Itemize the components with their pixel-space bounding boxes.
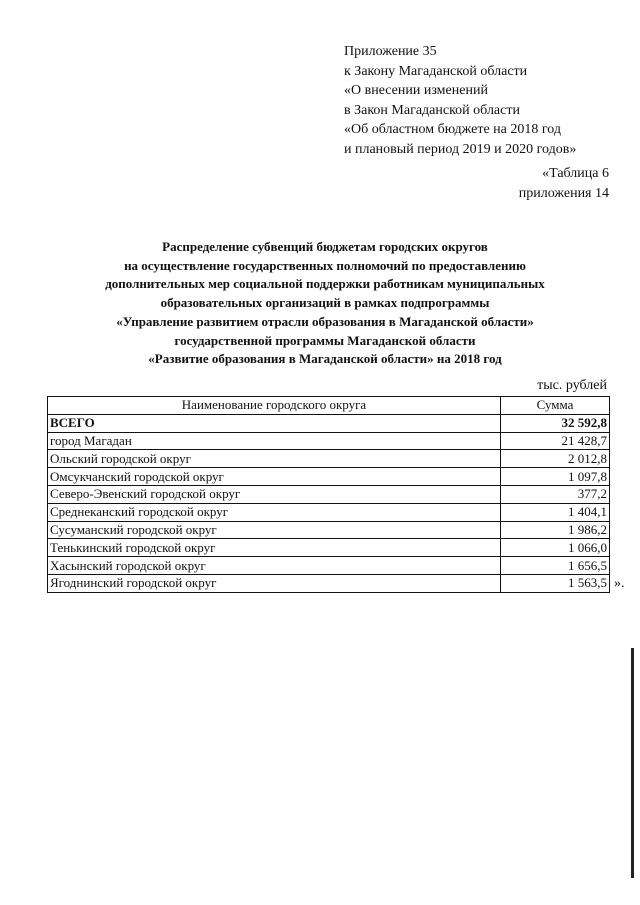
district-amount: 2 012,8 <box>501 450 610 468</box>
table-ref-line: приложения 14 <box>518 185 609 201</box>
appendix-line: «О внесении изменений <box>344 83 488 98</box>
district-amount: 1 097,8 <box>501 468 610 486</box>
district-name: Ягоднинский городской округ <box>48 574 501 592</box>
district-amount: 1 656,5 <box>501 557 610 575</box>
district-name: Северо-Эвенский городской округ <box>48 485 501 503</box>
district-name: Сусуманский городской округ <box>48 521 501 539</box>
table-row <box>48 450 610 468</box>
table-row <box>48 557 610 575</box>
title-line: Распределение субвенций бюджетам городских округов <box>162 239 488 254</box>
district-name: Тенькинский городской округ <box>48 539 501 557</box>
table-row-total <box>48 414 610 432</box>
appendix-line: Приложение 35 <box>344 44 437 59</box>
district-amount: 377,2 <box>501 485 610 503</box>
scan-edge-line <box>631 648 634 878</box>
units-label: тыс. рублей <box>537 378 607 393</box>
table-ref-line: «Таблица 6 <box>542 166 609 181</box>
district-amount: 1 563,5 <box>501 574 610 592</box>
closing-quote-mark: ». <box>614 576 625 591</box>
table-row <box>48 503 610 521</box>
table-row <box>48 539 610 557</box>
appendix-line: к Закону Магаданской области <box>344 63 528 79</box>
district-amount: 1 404,1 <box>501 503 610 521</box>
title-line: «Развитие образования в Магаданской области» на 2018 год <box>148 351 502 367</box>
district-name: Омсукчанский городской округ <box>48 468 501 486</box>
appendix-line: и плановый период 2019 и 2020 годов» <box>344 141 577 157</box>
title-line: государственной программы Магаданской области <box>174 332 476 348</box>
appendix-line: в Закон Магаданской области <box>344 102 520 118</box>
table-reference <box>519 164 609 203</box>
distribution-table <box>47 396 610 593</box>
district-name: Хасынский городской округ <box>48 557 501 575</box>
district-amount: 1 986,2 <box>501 521 610 539</box>
table-header-row <box>48 397 610 415</box>
table-row <box>48 521 610 539</box>
district-name: Среднеканский городской округ <box>48 503 501 521</box>
district-amount: 1 066,0 <box>501 539 610 557</box>
district-name: город Магадан <box>48 432 501 450</box>
appendix-line: «Об областном бюджете на 2018 год <box>344 122 561 137</box>
district-amount: 21 428,7 <box>501 432 610 450</box>
table-row <box>48 468 610 486</box>
title-line: дополнительных мер социальной поддержки работникам муниципальных <box>105 276 545 292</box>
column-header-amount: Сумма <box>501 397 610 415</box>
column-header-name: Наименование городского округа <box>48 397 501 415</box>
appendix-header <box>344 42 576 159</box>
document-title <box>40 238 610 369</box>
total-amount: 32 592,8 <box>501 414 610 432</box>
district-name: Ольский городской округ <box>48 450 501 468</box>
title-line: «Управление развитием отрасли образования в Магаданской области» <box>116 313 534 329</box>
table-row <box>48 574 610 592</box>
title-line: образовательных организаций в рамках подпрограммы <box>160 295 490 311</box>
table-row <box>48 432 610 450</box>
title-line: на осуществление государственных полномочий по предоставлению <box>124 257 526 273</box>
table-row <box>48 485 610 503</box>
total-label: ВСЕГО <box>48 414 501 432</box>
